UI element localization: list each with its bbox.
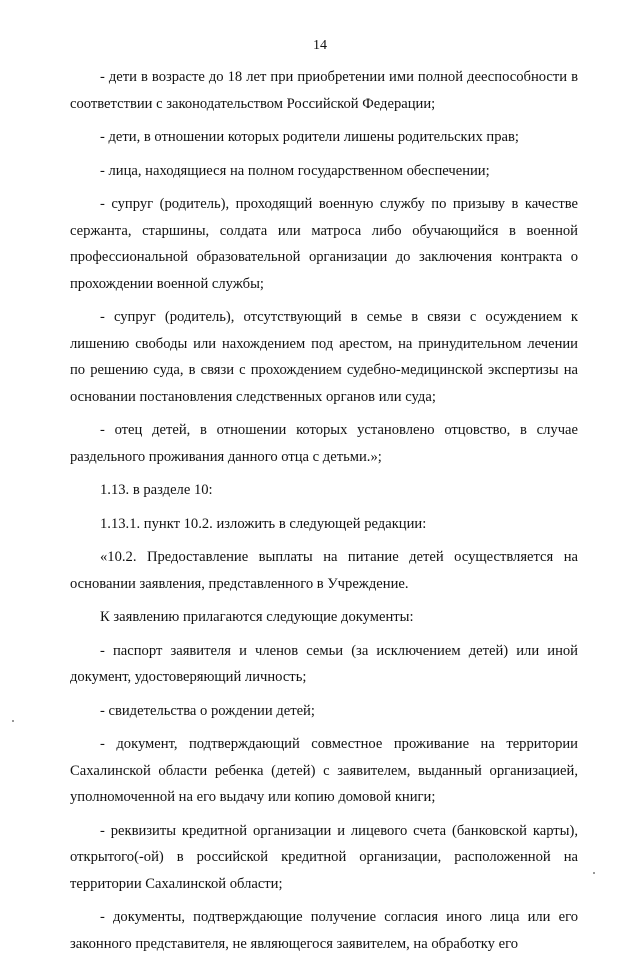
paragraph-4: - супруг (родитель), проходящий военную службу по призыву в качестве сержанта, старшины, солдата или матроса либо обучающийся в военной профессиональной образовательной организации до заключения контракта о прохождении военной службы; [70, 196, 578, 292]
paragraph-7: 1.13. в разделе 10: [100, 482, 213, 498]
paragraph-14: - реквизиты кредитной организации и лицевого счета (банковской карты), открытого(-ой) в российской кредитной организации, расположенной на территории Сахалинской области; [70, 822, 578, 892]
paragraph-5: - супруг (родитель), отсутствующий в семье в связи с осуждением к лишению свободы или нахождением под арестом, на принудительном лечении по решению суда, в связи с прохождением судебно-медицинской экспертизы на основании постановления следственных органов или суда; [70, 309, 578, 405]
paragraph-2: - дети, в отношении которых родители лишены родительских прав; [100, 129, 519, 145]
scan-speck [12, 720, 14, 722]
paragraph-10: К заявлению прилагаются следующие документы: [100, 609, 414, 625]
paragraph-9: «10.2. Предоставление выплаты на питание детей осуществляется на основании заявления, представленного в Учреждение. [70, 549, 578, 592]
paragraph-12: - свидетельства о рождении детей; [100, 702, 315, 719]
paragraph-1: - дети в возрасте до 18 лет при приобретении ими полной дееспособности в соответствии с законодательством Российской Федерации; [70, 69, 578, 112]
page-number: 14 [313, 38, 327, 53]
document-body [70, 64, 578, 962]
paragraph-3: - лица, находящиеся на полном государственном обеспечении; [100, 162, 490, 179]
paragraph-13: - документ, подтверждающий совместное проживание на территории Сахалинской области ребенка (детей) с заявителем, выданный организацией, уполномоченной на его выдачу или копию домовой книги; [70, 736, 578, 805]
paragraph-15: - документы, подтверждающие получение согласия иного лица или его законного представителя, не являющегося заявителем, на обработку его [70, 909, 578, 952]
scan-speck [593, 872, 595, 874]
paragraph-6: - отец детей, в отношении которых установлено отцовство, в случае раздельного проживания данного отца с детьми.»; [70, 422, 578, 465]
paragraph-11: - паспорт заявителя и членов семьи (за исключением детей) или иной документ, удостоверяющий личность; [70, 642, 578, 685]
paragraph-8: 1.13.1. пункт 10.2. изложить в следующей редакции: [100, 515, 427, 532]
